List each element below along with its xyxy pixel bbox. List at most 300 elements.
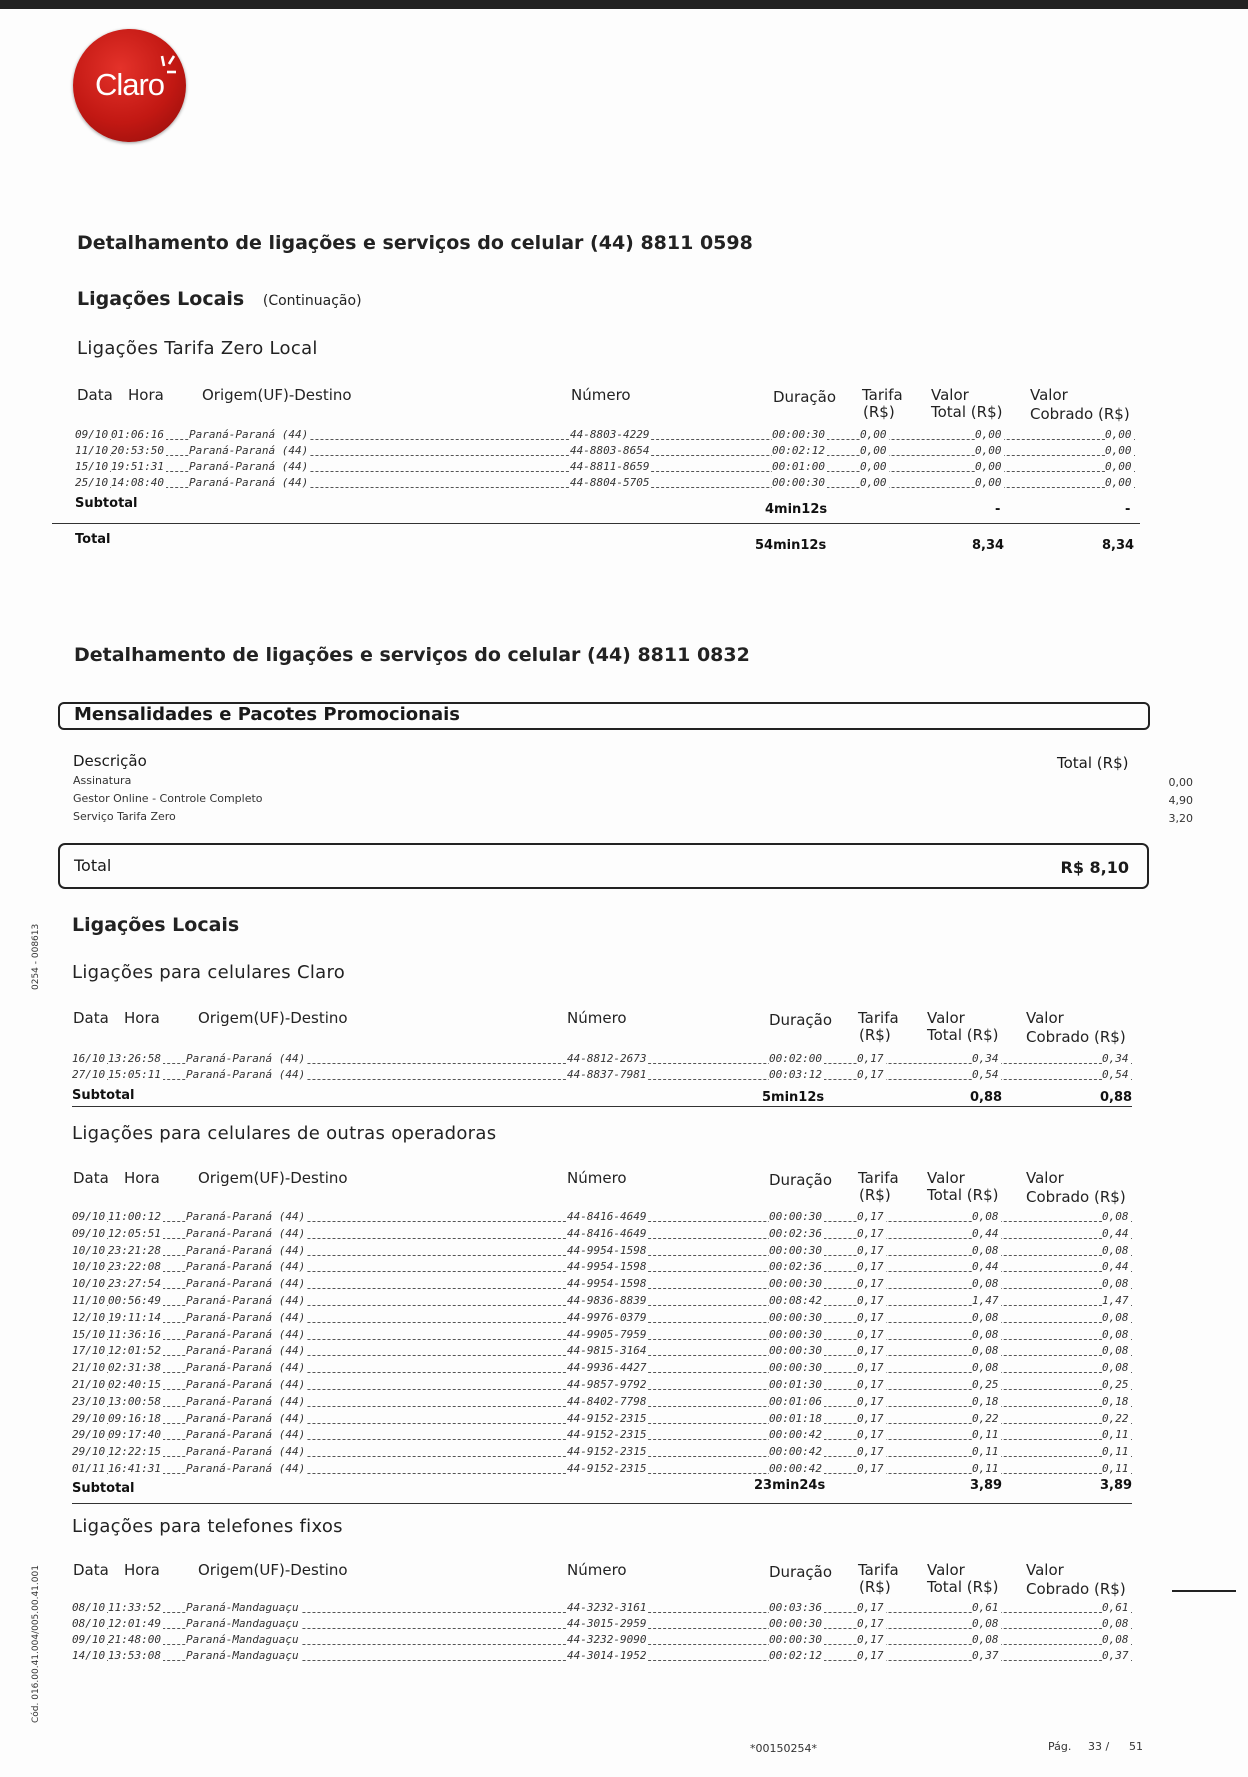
- cell-cobrado: 0,18: [1102, 1394, 1129, 1408]
- cell-duracao: 00:02:12: [769, 1649, 822, 1662]
- cell-hora: 12:01:49: [108, 1617, 161, 1630]
- claro-subtotal-total: 0,88: [970, 1090, 1003, 1105]
- header-vcob2: Cobrado (R$): [1026, 1580, 1126, 1598]
- cell-total: 0,08: [972, 1344, 999, 1358]
- cell-cobrado: 0,08: [1102, 1243, 1129, 1257]
- cell-hora: 09:17:40: [108, 1428, 161, 1442]
- cell-tarifa: 0,17: [857, 1361, 884, 1375]
- cell-numero: 44-3232-9090: [567, 1633, 647, 1646]
- cell-total: 0,00: [975, 444, 1002, 457]
- header-numero: Número: [567, 1169, 627, 1187]
- cell-duracao: 00:00:30: [769, 1310, 822, 1324]
- cell-total: 0,00: [975, 476, 1002, 489]
- cell-numero: 44-9857-9792: [567, 1378, 647, 1391]
- cell-total: 0,08: [972, 1617, 999, 1630]
- table-row: [72, 1226, 1132, 1242]
- header-numero: Número: [571, 386, 631, 404]
- cell-tarifa: 0,17: [857, 1310, 884, 1324]
- cell-tarifa: 0,17: [857, 1052, 884, 1065]
- header-vtotal2: Total (R$): [927, 1186, 999, 1204]
- cell-duracao: 00:02:12: [772, 444, 825, 457]
- cell-origem: Paraná-Paraná (44): [189, 428, 309, 441]
- mensalidades-title: Mensalidades e Pacotes Promocionais: [74, 704, 461, 725]
- cell-hora: 12:05:51: [108, 1226, 161, 1240]
- mensalidades-total-box: [58, 843, 1149, 889]
- cell-data: 29/10: [72, 1411, 106, 1425]
- cell-duracao: 00:02:00: [769, 1052, 822, 1065]
- cell-total: 0,44: [972, 1226, 999, 1240]
- cell-tarifa: 0,17: [857, 1210, 884, 1223]
- cell-cobrado: 0,08: [1102, 1210, 1129, 1223]
- table-row: [72, 1377, 1132, 1393]
- header-vtotal1: Valor: [931, 386, 969, 404]
- total-duration: 54min12s: [755, 538, 827, 553]
- subtotal-total: -: [995, 502, 1001, 517]
- item-value: 4,90: [1168, 794, 1193, 807]
- cell-cobrado: 0,25: [1102, 1378, 1129, 1391]
- subtotal-cobrado: -: [1125, 502, 1131, 517]
- cell-total: 0,25: [972, 1378, 999, 1391]
- cell-duracao: 00:00:30: [769, 1344, 822, 1358]
- header-data: Data: [73, 1561, 109, 1579]
- scan-top-edge: [0, 0, 1248, 9]
- cell-data: 21/10: [72, 1361, 106, 1375]
- header-numero: Número: [567, 1009, 627, 1027]
- table-row: [72, 1243, 1132, 1259]
- outras-subtotal-label: Subtotal: [72, 1481, 135, 1496]
- cell-tarifa: 0,00: [860, 444, 887, 457]
- cell-data: 09/10: [72, 1633, 106, 1646]
- section1-group-title: [77, 288, 362, 310]
- cell-numero: 44-9976-0379: [567, 1310, 647, 1324]
- cell-tarifa: 0,17: [857, 1649, 884, 1662]
- logo-mark-icon: [157, 54, 177, 78]
- cell-origem: Paraná-Paraná (44): [186, 1411, 306, 1425]
- cell-origem: Paraná-Paraná (44): [186, 1294, 306, 1307]
- cell-duracao: 00:03:12: [769, 1068, 822, 1081]
- table-row: [72, 1327, 1132, 1343]
- header-duracao: Duração: [769, 1011, 833, 1029]
- header-vcob1: Valor: [1030, 386, 1068, 404]
- cell-hora: 02:31:38: [108, 1361, 161, 1375]
- cell-hora: 23:22:08: [108, 1260, 161, 1274]
- cell-data: 14/10: [72, 1649, 106, 1662]
- cell-cobrado: 0,08: [1102, 1310, 1129, 1324]
- cell-total: 0,22: [972, 1411, 999, 1425]
- group-title: Ligações Locais: [72, 914, 240, 936]
- cell-hora: 12:01:52: [108, 1344, 161, 1358]
- outras-subtotal-total: 3,89: [970, 1478, 1003, 1493]
- cell-data: 29/10: [72, 1445, 106, 1459]
- table-row: [72, 1067, 1132, 1083]
- header-data: Data: [73, 1009, 109, 1027]
- header-vcob1: Valor: [1026, 1169, 1064, 1187]
- table-row: [72, 1259, 1132, 1275]
- cell-cobrado: 0,08: [1102, 1633, 1129, 1646]
- header-hora: Hora: [124, 1169, 160, 1187]
- header-hora: Hora: [128, 386, 164, 404]
- cell-numero: 44-9152-2315: [567, 1462, 647, 1475]
- box-total-label: Total: [74, 856, 112, 875]
- item-value: 0,00: [1168, 776, 1193, 789]
- group-note: (Continuação): [262, 293, 362, 309]
- page-label: Pág.: [1048, 1740, 1072, 1753]
- cell-tarifa: 0,17: [857, 1462, 884, 1475]
- cell-tarifa: 0,17: [857, 1411, 884, 1425]
- cell-numero: 44-3014-1952: [567, 1649, 647, 1662]
- header-vcob2: Cobrado (R$): [1030, 405, 1130, 423]
- page-number: 33 /: [1088, 1740, 1110, 1753]
- cell-numero: 44-9954-1598: [567, 1277, 647, 1291]
- header-tarifa2: (R$): [859, 1026, 891, 1044]
- outras-subtotal-cobrado: 3,89: [1100, 1478, 1133, 1493]
- cell-tarifa: 0,17: [857, 1068, 884, 1081]
- cell-origem: Paraná-Paraná (44): [186, 1445, 306, 1459]
- cell-cobrado: 0,54: [1102, 1068, 1129, 1081]
- cell-tarifa: 0,17: [857, 1601, 884, 1614]
- claro-subtotal-duration: 5min12s: [762, 1090, 825, 1105]
- cell-hora: 19:11:14: [108, 1310, 161, 1324]
- header-tarifa2: (R$): [859, 1186, 891, 1204]
- cell-duracao: 00:00:30: [769, 1327, 822, 1341]
- cell-duracao: 00:00:42: [769, 1445, 822, 1459]
- cell-origem: Paraná-Paraná (44): [186, 1344, 306, 1358]
- cell-total: 0,08: [972, 1633, 999, 1646]
- cell-total: 0,11: [972, 1445, 999, 1459]
- claro-logo: [73, 29, 186, 142]
- cell-data: 23/10: [72, 1394, 106, 1408]
- cell-total: 0,11: [972, 1428, 999, 1442]
- cell-cobrado: 0,11: [1102, 1428, 1129, 1442]
- cell-tarifa: 0,17: [857, 1428, 884, 1442]
- cell-data: 15/10: [72, 1327, 106, 1341]
- cell-total: 0,34: [972, 1052, 999, 1065]
- table-row: [72, 1394, 1132, 1410]
- cell-duracao: 00:02:36: [769, 1260, 822, 1274]
- cell-total: 0,00: [975, 428, 1002, 441]
- cell-data: 27/10: [72, 1068, 106, 1081]
- header-vtotal1: Valor: [927, 1561, 965, 1579]
- header-vtotal2: Total (R$): [927, 1026, 999, 1044]
- cell-hora: 02:40:15: [108, 1378, 161, 1391]
- cell-total: 0,08: [972, 1243, 999, 1257]
- cell-duracao: 00:01:00: [772, 460, 825, 473]
- cell-origem: Paraná-Paraná (44): [186, 1361, 306, 1375]
- cell-numero: 44-9152-2315: [567, 1411, 647, 1425]
- cell-cobrado: 0,11: [1102, 1462, 1129, 1475]
- cell-duracao: 00:00:30: [769, 1210, 822, 1223]
- cell-data: 16/10: [72, 1052, 106, 1065]
- tarifa-zero-title: Ligações Tarifa Zero Local: [77, 338, 318, 359]
- cell-hora: 13:00:58: [108, 1394, 161, 1408]
- cell-data: 01/11: [72, 1462, 106, 1475]
- cell-duracao: 00:00:30: [772, 428, 825, 441]
- header-origem: Origem(UF)-Destino: [202, 386, 352, 404]
- cell-cobrado: 0,00: [1105, 460, 1132, 473]
- cell-total: 1,47: [972, 1294, 999, 1307]
- cell-total: 0,54: [972, 1068, 999, 1081]
- cell-hora: 09:16:18: [108, 1411, 161, 1425]
- total-value: 8,34: [972, 538, 1005, 553]
- cell-total: 0,44: [972, 1260, 999, 1274]
- cell-hora: 13:53:08: [108, 1649, 161, 1662]
- cell-origem: Paraná-Paraná (44): [189, 444, 309, 457]
- item-description: Serviço Tarifa Zero: [73, 810, 176, 823]
- subtotal-duration: 4min12s: [765, 502, 828, 517]
- cell-hora: 11:36:16: [108, 1327, 161, 1341]
- cell-origem: Paraná-Paraná (44): [189, 460, 309, 473]
- cell-duracao: 00:00:30: [769, 1617, 822, 1630]
- header-data: Data: [73, 1169, 109, 1187]
- cell-hora: 23:21:28: [108, 1243, 161, 1257]
- cell-cobrado: 1,47: [1102, 1294, 1129, 1307]
- cell-total: 0,11: [972, 1462, 999, 1475]
- header-duracao: Duração: [769, 1171, 833, 1189]
- table-row: [72, 1444, 1132, 1460]
- cell-data: 08/10: [72, 1601, 106, 1614]
- cell-numero: 44-9815-3164: [567, 1344, 647, 1358]
- divider: [52, 523, 1140, 524]
- item-description: Assinatura: [73, 774, 132, 787]
- cell-duracao: 00:02:36: [769, 1226, 822, 1240]
- total-header: Total (R$): [1057, 754, 1129, 772]
- header-vtotal1: Valor: [927, 1009, 965, 1027]
- table-row: [72, 1360, 1132, 1376]
- header-origem: Origem(UF)-Destino: [198, 1169, 348, 1187]
- header-duracao: Duração: [769, 1563, 833, 1581]
- cell-total: 0,08: [972, 1327, 999, 1341]
- header-vtotal2: Total (R$): [931, 403, 1003, 421]
- header-vtotal1: Valor: [927, 1169, 965, 1187]
- cell-hora: 11:00:12: [108, 1210, 161, 1223]
- cell-hora: 19:51:31: [111, 460, 164, 473]
- cell-total: 0,61: [972, 1601, 999, 1614]
- cell-origem: Paraná-Mandaguaçu: [186, 1633, 299, 1646]
- mensalidades-box: [58, 702, 1150, 730]
- cell-origem: Paraná-Paraná (44): [186, 1428, 306, 1442]
- cell-origem: Paraná-Paraná (44): [186, 1052, 306, 1065]
- cell-origem: Paraná-Mandaguaçu: [186, 1617, 299, 1630]
- header-hora: Hora: [124, 1561, 160, 1579]
- cell-numero: 44-8416-4649: [567, 1210, 647, 1223]
- cell-data: 17/10: [72, 1344, 106, 1358]
- table-row: [75, 427, 1135, 443]
- cell-cobrado: 0,44: [1102, 1260, 1129, 1274]
- cell-tarifa: 0,00: [860, 428, 887, 441]
- table-row: [72, 1209, 1132, 1225]
- header-origem: Origem(UF)-Destino: [198, 1561, 348, 1579]
- cell-data: 09/10: [72, 1226, 106, 1240]
- divider: [72, 1503, 1132, 1504]
- header-tarifa1: Tarifa: [858, 1009, 899, 1027]
- outras-subtotal-duration: 23min24s: [754, 1478, 826, 1493]
- cell-numero: 44-8837-7981: [567, 1068, 647, 1081]
- claro-subtotal-label: Subtotal: [72, 1088, 135, 1103]
- cell-duracao: 00:00:42: [769, 1462, 822, 1475]
- cell-tarifa: 0,00: [860, 476, 887, 489]
- cell-duracao: 00:00:30: [769, 1243, 822, 1257]
- cell-total: 0,00: [975, 460, 1002, 473]
- cell-data: 12/10: [72, 1310, 106, 1324]
- cell-numero: 44-8803-4229: [570, 428, 650, 441]
- header-vcob2: Cobrado (R$): [1026, 1028, 1126, 1046]
- header-numero: Número: [567, 1561, 627, 1579]
- cell-origem: Paraná-Paraná (44): [186, 1327, 306, 1341]
- table-row: [72, 1051, 1132, 1067]
- cell-origem: Paraná-Paraná (44): [186, 1260, 306, 1274]
- cell-hora: 13:26:58: [108, 1052, 161, 1065]
- cell-origem: Paraná-Paraná (44): [186, 1378, 306, 1391]
- cell-numero: 44-9152-2315: [567, 1428, 647, 1442]
- logo-text: Claro: [94, 67, 165, 102]
- cell-tarifa: 0,17: [857, 1633, 884, 1646]
- cell-origem: Paraná-Paraná (44): [186, 1210, 306, 1223]
- cell-cobrado: 0,00: [1105, 444, 1132, 457]
- cell-origem: Paraná-Paraná (44): [186, 1243, 306, 1257]
- table-row: [72, 1293, 1132, 1309]
- desc-header: Descrição: [73, 752, 147, 770]
- cell-tarifa: 0,17: [857, 1294, 884, 1307]
- cell-numero: 44-8803-8654: [570, 444, 650, 457]
- cell-duracao: 00:00:30: [772, 476, 825, 489]
- claro-title: Ligações para celulares Claro: [72, 962, 346, 983]
- cell-origem: Paraná-Paraná (44): [189, 476, 309, 489]
- cell-tarifa: 0,17: [857, 1394, 884, 1408]
- cell-duracao: 00:00:30: [769, 1361, 822, 1375]
- margin-mark: [1172, 1590, 1236, 1592]
- cell-cobrado: 0,08: [1102, 1277, 1129, 1291]
- cell-numero: 44-8804-5705: [570, 476, 650, 489]
- fixos-title: Ligações para telefones fixos: [72, 1516, 343, 1537]
- cell-hora: 01:06:16: [111, 428, 164, 441]
- cell-origem: Paraná-Paraná (44): [186, 1310, 306, 1324]
- cell-numero: 44-9905-7959: [567, 1327, 647, 1341]
- cell-cobrado: 0,11: [1102, 1445, 1129, 1459]
- table-row: [72, 1427, 1132, 1443]
- header-tarifa1: Tarifa: [862, 386, 903, 404]
- cell-cobrado: 0,34: [1102, 1052, 1129, 1065]
- cell-cobrado: 0,22: [1102, 1411, 1129, 1425]
- section1-title: Detalhamento de ligações e serviços do celular (44) 8811 0598: [77, 232, 753, 254]
- cell-tarifa: 0,17: [857, 1344, 884, 1358]
- cell-duracao: 00:01:30: [769, 1378, 822, 1391]
- cell-numero: 44-3232-3161: [567, 1601, 647, 1614]
- table-row: [75, 475, 1135, 491]
- table-row: [72, 1461, 1132, 1477]
- cell-tarifa: 0,17: [857, 1226, 884, 1240]
- item-description: Gestor Online - Controle Completo: [73, 792, 263, 805]
- header-tarifa2: (R$): [863, 403, 895, 421]
- cell-cobrado: 0,00: [1105, 476, 1132, 489]
- cell-duracao: 00:00:30: [769, 1277, 822, 1291]
- group-label: Ligações Locais: [77, 288, 245, 310]
- table-row: [72, 1616, 1132, 1632]
- cell-numero: 44-8402-7798: [567, 1394, 647, 1408]
- header-vcob2: Cobrado (R$): [1026, 1188, 1126, 1206]
- cell-cobrado: 0,00: [1105, 428, 1132, 441]
- cell-hora: 11:33:52: [108, 1601, 161, 1614]
- cell-numero: 44-8416-4649: [567, 1226, 647, 1240]
- total-label: Total: [75, 532, 111, 547]
- cell-cobrado: 0,08: [1102, 1327, 1129, 1341]
- outras-title: Ligações para celulares de outras operadoras: [72, 1123, 497, 1144]
- table-row: [72, 1343, 1132, 1359]
- cell-data: 09/10: [75, 428, 109, 441]
- cell-duracao: 00:08:42: [769, 1294, 822, 1307]
- table-row: [72, 1648, 1132, 1664]
- header-data: Data: [77, 386, 113, 404]
- cell-data: 15/10: [75, 460, 109, 473]
- cell-tarifa: 0,00: [860, 460, 887, 473]
- cell-total: 0,08: [972, 1361, 999, 1375]
- cell-origem: Paraná-Paraná (44): [186, 1068, 306, 1081]
- cell-data: 11/10: [75, 444, 109, 457]
- item-value: 3,20: [1168, 812, 1193, 825]
- table-row: [72, 1411, 1132, 1427]
- barcode-text: *00150254*: [750, 1742, 817, 1755]
- cell-total: 0,08: [972, 1310, 999, 1324]
- cell-numero: 44-9954-1598: [567, 1260, 647, 1274]
- claro-subtotal-cobrado: 0,88: [1100, 1090, 1133, 1105]
- cell-total: 0,18: [972, 1394, 999, 1408]
- cell-tarifa: 0,17: [857, 1243, 884, 1257]
- cell-total: 0,08: [972, 1210, 999, 1223]
- side-code: Cód. 016.00.41.004/005.00.41.001: [31, 1565, 41, 1723]
- cell-duracao: 00:01:18: [769, 1411, 822, 1425]
- cell-origem: Paraná-Mandaguaçu: [186, 1601, 299, 1614]
- table-row: [75, 443, 1135, 459]
- cell-data: 08/10: [72, 1617, 106, 1630]
- divider: [72, 1106, 1132, 1107]
- cell-data: 25/10: [75, 476, 109, 489]
- cell-tarifa: 0,17: [857, 1327, 884, 1341]
- cell-data: 29/10: [72, 1428, 106, 1442]
- cell-data: 10/10: [72, 1277, 106, 1291]
- cell-duracao: 00:01:06: [769, 1394, 822, 1408]
- cell-origem: Paraná-Paraná (44): [186, 1277, 306, 1291]
- cell-numero: 44-8811-8659: [570, 460, 650, 473]
- cell-origem: Paraná-Paraná (44): [186, 1462, 306, 1475]
- cell-cobrado: 0,08: [1102, 1344, 1129, 1358]
- cell-data: 21/10: [72, 1378, 106, 1391]
- header-origem: Origem(UF)-Destino: [198, 1009, 348, 1027]
- cell-hora: 23:27:54: [108, 1277, 161, 1291]
- cell-tarifa: 0,17: [857, 1445, 884, 1459]
- total-cobrado: 8,34: [1102, 538, 1135, 553]
- cell-total: 0,37: [972, 1649, 999, 1662]
- cell-cobrado: 0,61: [1102, 1601, 1129, 1614]
- cell-cobrado: 0,08: [1102, 1361, 1129, 1375]
- cell-cobrado: 0,08: [1102, 1617, 1129, 1630]
- cell-hora: 14:08:40: [111, 476, 164, 489]
- cell-origem: Paraná-Paraná (44): [186, 1226, 306, 1240]
- side-code: 0254 - 008613: [31, 923, 41, 990]
- cell-hora: 16:41:31: [108, 1462, 161, 1475]
- cell-data: 11/10: [72, 1294, 106, 1307]
- header-hora: Hora: [124, 1009, 160, 1027]
- header-tarifa1: Tarifa: [858, 1169, 899, 1187]
- cell-origem: Paraná-Mandaguaçu: [186, 1649, 299, 1662]
- cell-data: 10/10: [72, 1243, 106, 1257]
- cell-numero: 44-8812-2673: [567, 1052, 647, 1065]
- header-duracao: Duração: [773, 388, 837, 406]
- cell-duracao: 00:00:30: [769, 1633, 822, 1646]
- cell-numero: 44-3015-2959: [567, 1617, 647, 1630]
- cell-numero: 44-9936-4427: [567, 1361, 647, 1375]
- cell-numero: 44-9152-2315: [567, 1445, 647, 1459]
- cell-hora: 00:56:49: [108, 1294, 161, 1307]
- table-row: [75, 459, 1135, 475]
